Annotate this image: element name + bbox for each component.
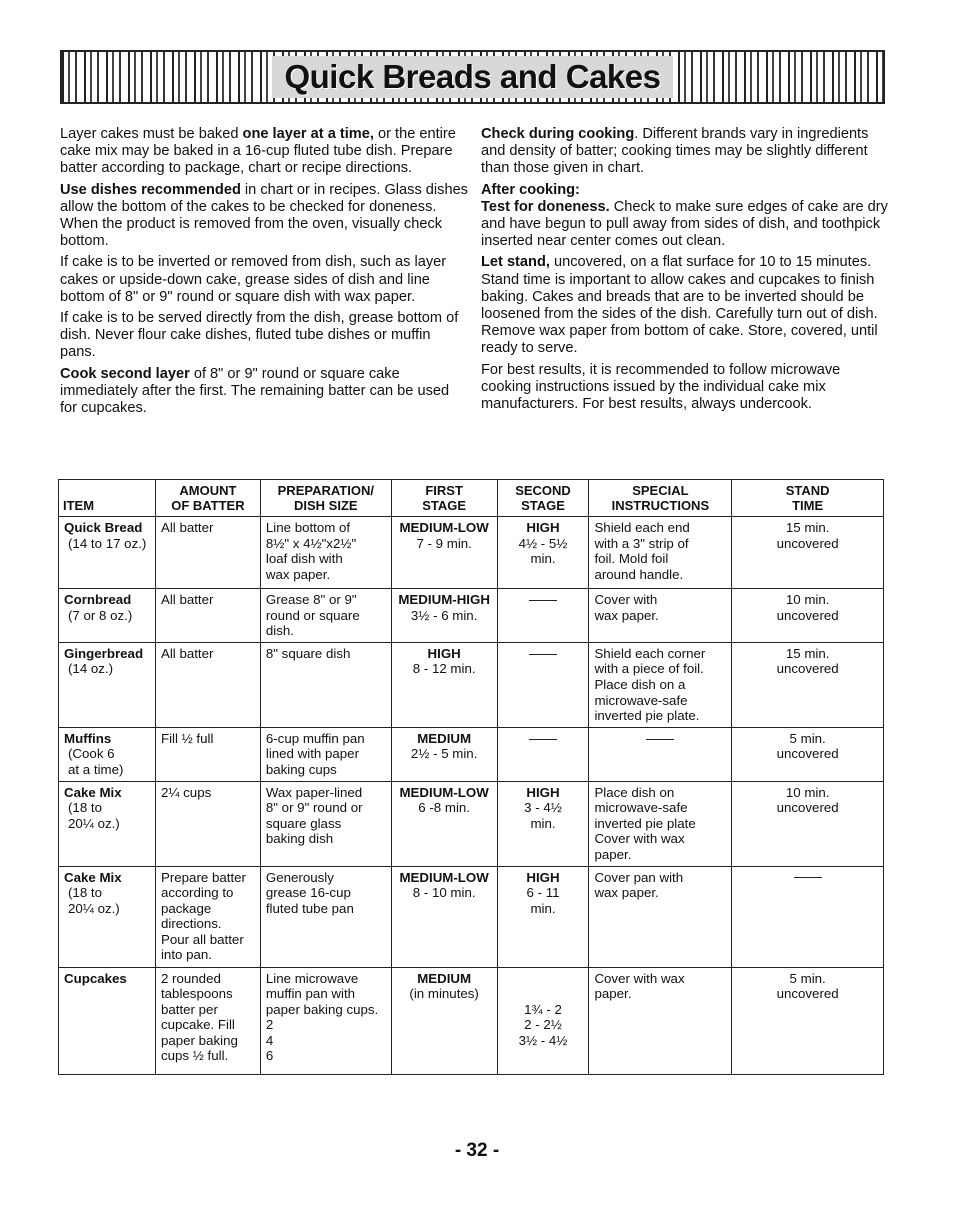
second-stage-dash: [529, 739, 557, 740]
second-stage-dash: [529, 654, 557, 655]
cell-special-instructions: Shield each end with a 3" strip of foil. Mold foil around handle.: [589, 517, 732, 589]
cell-preparation: Grease 8" or 9" round or square dish.: [260, 589, 391, 643]
cell-amount: All batter: [155, 517, 260, 589]
cell-first-stage: [391, 727, 497, 781]
item-name: Cake Mix: [64, 869, 122, 885]
cell-special-instructions: Cover pan with wax paper.: [589, 866, 732, 967]
header-second-stage: SECOND STAGE: [497, 480, 589, 517]
cell-special-instructions: Shield each corner with a piece of foil. Place dish on a microwave-safe inverted pie plate.: [589, 642, 732, 727]
table-row: [59, 642, 884, 727]
cell-stand-time: 15 min. uncovered: [732, 642, 884, 727]
second-stage-time: 4½ - 5½ min.: [518, 535, 568, 567]
cell-second-stage: [497, 781, 589, 866]
cell-second-stage: [497, 967, 589, 1074]
header-item: ITEM: [59, 480, 156, 517]
cell-amount: Prepare batter according to package directions. Pour all batter into pan.: [155, 866, 260, 967]
cell-second-stage: [497, 589, 589, 643]
paragraph-second-layer: Cook second layer of 8" or 9" round or square cake immediately after the first. The remaining batter can be used for cupcakes.: [60, 365, 450, 417]
paragraph-use-dishes: Use dishes recommended in chart or in recipes. Glass dishes allow the bottom of the cakes to be checked for doneness. When the product is removed from the oven, visually check bottom.: [60, 181, 468, 250]
table-row: [59, 727, 884, 781]
cell-item: [59, 589, 156, 643]
paragraph-served-from-dish: If cake is to be served directly from the dish, grease bottom of dish. Never flour cake dishes, fluted tube dishes or muffin pans.: [60, 310, 459, 361]
item-size: (7 or 8 oz.): [68, 607, 133, 623]
table-row: [59, 967, 884, 1074]
cell-item: [59, 781, 156, 866]
cell-item: [59, 967, 156, 1074]
cell-stand-time: 10 min. uncovered: [732, 781, 884, 866]
cell-preparation: Line bottom of 8½" x 4½"x2½" loaf dish with wax paper.: [260, 517, 391, 589]
table-row: [59, 866, 884, 967]
cell-special-instructions: Place dish on microwave-safe inverted pie plate Cover with wax paper.: [589, 781, 732, 866]
first-stage-time: 8 - 12 min.: [412, 661, 476, 677]
cell-item: [59, 727, 156, 781]
cell-special-instructions: [589, 727, 732, 781]
item-size: (Cook 6 at a time): [68, 746, 124, 777]
cell-first-stage: [391, 589, 497, 643]
cell-first-stage: [391, 866, 497, 967]
second-stage-time: 6 - 11 min.: [526, 885, 560, 916]
cell-second-stage: [497, 866, 589, 967]
special-dash: [646, 739, 674, 740]
first-stage-time: 2½ - 5 min.: [410, 746, 478, 762]
cell-item: [59, 517, 156, 589]
cell-stand-time: [732, 866, 884, 967]
cell-second-stage: [497, 517, 589, 589]
item-name: Gingerbread: [64, 645, 144, 661]
header-amount: AMOUNT OF BATTER: [155, 480, 260, 517]
cell-amount: 2¼ cups: [155, 781, 260, 866]
cell-first-stage: [391, 642, 497, 727]
cell-stand-time: 15 min. uncovered: [732, 517, 884, 589]
second-stage-power: HIGH: [526, 520, 560, 535]
first-stage-power: MEDIUM-LOW: [399, 520, 489, 535]
item-size: (18 to 20¼ oz.): [68, 885, 120, 916]
header-stand-time: STAND TIME: [732, 480, 884, 517]
cell-second-stage: [497, 642, 589, 727]
table-row: [59, 781, 884, 866]
item-name: Cake Mix: [64, 784, 122, 800]
paragraph-best-results: For best results, it is recommended to follow microwave cooking instructions issued by the individual cake mix manufacturers. For best results, always undercook.: [481, 361, 841, 413]
item-name: Cornbread: [64, 592, 132, 607]
cell-stand-time: 5 min. uncovered: [732, 727, 884, 781]
header-preparation: PREPARATION/ DISH SIZE: [260, 480, 391, 517]
first-stage-time: 8 - 10 min.: [412, 885, 476, 901]
first-stage-time: 3½ - 6 min.: [410, 607, 478, 623]
table-row: [59, 517, 884, 589]
paragraph-layer-cakes: Layer cakes must be baked one layer at a time, or the entire cake mix may be baked in a 16-cup fluted tube dish. Prepare batter according to package, chart or recipe directions.: [60, 126, 456, 177]
page-number: - 32 -: [454, 1140, 500, 1161]
first-stage-time: 6 -8 min.: [418, 800, 471, 816]
page-title: Quick Breads and Cakes: [272, 56, 672, 98]
first-stage-power: MEDIUM-LOW: [399, 784, 489, 800]
title-banner: [60, 50, 885, 104]
cell-preparation: Line microwave muffin pan with paper baking cups. 2 4 6: [260, 967, 391, 1074]
cell-second-stage: [497, 727, 589, 781]
cell-amount: Fill ½ full: [155, 727, 260, 781]
first-stage-time: (in minutes): [409, 986, 479, 1002]
first-stage-power: HIGH: [427, 645, 461, 661]
cell-stand-time: 5 min. uncovered: [732, 967, 884, 1074]
cell-amount: 2 rounded tablespoons batter per cupcake. Fill paper baking cups ½ full.: [155, 967, 260, 1074]
first-stage-power: MEDIUM-HIGH: [398, 592, 490, 607]
second-stage-power: HIGH: [526, 869, 560, 885]
cell-amount: All batter: [155, 642, 260, 727]
cooking-chart-table: [58, 479, 884, 1075]
cell-special-instructions: Cover with wax paper.: [589, 589, 732, 643]
paragraph-let-stand: Let stand, uncovered, on a flat surface for 10 to 15 minutes. Stand time is important to allow cakes and cupcakes to finish baking. Cakes and breads that are to be inverted should be loosened from the sides of the dish. Carefully turn out of dish. Remove wax paper from bottom of cake. Store, covered, until ready to serve.: [481, 254, 878, 357]
left-column: [60, 126, 470, 421]
first-stage-power: MEDIUM: [417, 730, 472, 746]
cell-special-instructions: Cover with wax paper.: [589, 967, 732, 1074]
item-name: Muffins: [64, 730, 112, 746]
paragraph-test-doneness: Test for doneness. Check to make sure edges of cake are dry and have begun to pull away from sides of dish, and toothpick inserted near center comes out clean.: [481, 198, 888, 250]
second-stage-time: 1¾ - 2 2 - 2½ 3½ - 4½: [518, 1001, 568, 1048]
first-stage-time: 7 - 9 min.: [416, 535, 472, 551]
table-header-row: [59, 480, 884, 517]
right-column: [481, 126, 893, 417]
item-name: Quick Bread: [64, 520, 143, 535]
item-size: (14 to 17 oz.): [68, 535, 147, 551]
cell-item: [59, 866, 156, 967]
cell-stand-time: 10 min. uncovered: [732, 589, 884, 643]
second-stage-time: 3 - 4½ min.: [524, 800, 562, 831]
stand-dash: [794, 877, 822, 878]
item-size: (14 oz.): [68, 661, 114, 677]
paragraph-check-cooking: Check during cooking. Different brands vary in ingredients and density of batter; cooking times may be slightly different than those given in chart.: [481, 126, 869, 177]
cell-first-stage: [391, 781, 497, 866]
header-first-stage: FIRST STAGE: [391, 480, 497, 517]
first-stage-power: MEDIUM: [417, 970, 472, 986]
table-row: [59, 589, 884, 643]
header-special-instructions: SPECIAL INSTRUCTIONS: [589, 480, 732, 517]
first-stage-power: MEDIUM-LOW: [399, 869, 489, 885]
cell-first-stage: [391, 967, 497, 1074]
cell-preparation: 8" square dish: [260, 642, 391, 727]
cell-first-stage: [391, 517, 497, 589]
cell-preparation: Wax paper-lined 8" or 9" round or square glass baking dish: [260, 781, 391, 866]
second-stage-dash: [529, 600, 557, 601]
subheading-after-cooking: After cooking:: [481, 181, 580, 198]
paragraph-inverted-cake: If cake is to be inverted or removed from dish, such as layer cakes or upside-down cake, grease sides of dish and line bottom of 8" or 9" round or square dish with wax paper.: [60, 254, 447, 305]
cell-item: [59, 642, 156, 727]
second-stage-power: HIGH: [526, 784, 560, 800]
cell-preparation: Generously grease 16-cup fluted tube pan: [260, 866, 391, 967]
item-size: (18 to 20¼ oz.): [68, 800, 120, 831]
cell-amount: All batter: [155, 589, 260, 643]
cell-preparation: 6-cup muffin pan lined with paper baking cups: [260, 727, 391, 781]
item-name: Cupcakes: [64, 970, 127, 986]
